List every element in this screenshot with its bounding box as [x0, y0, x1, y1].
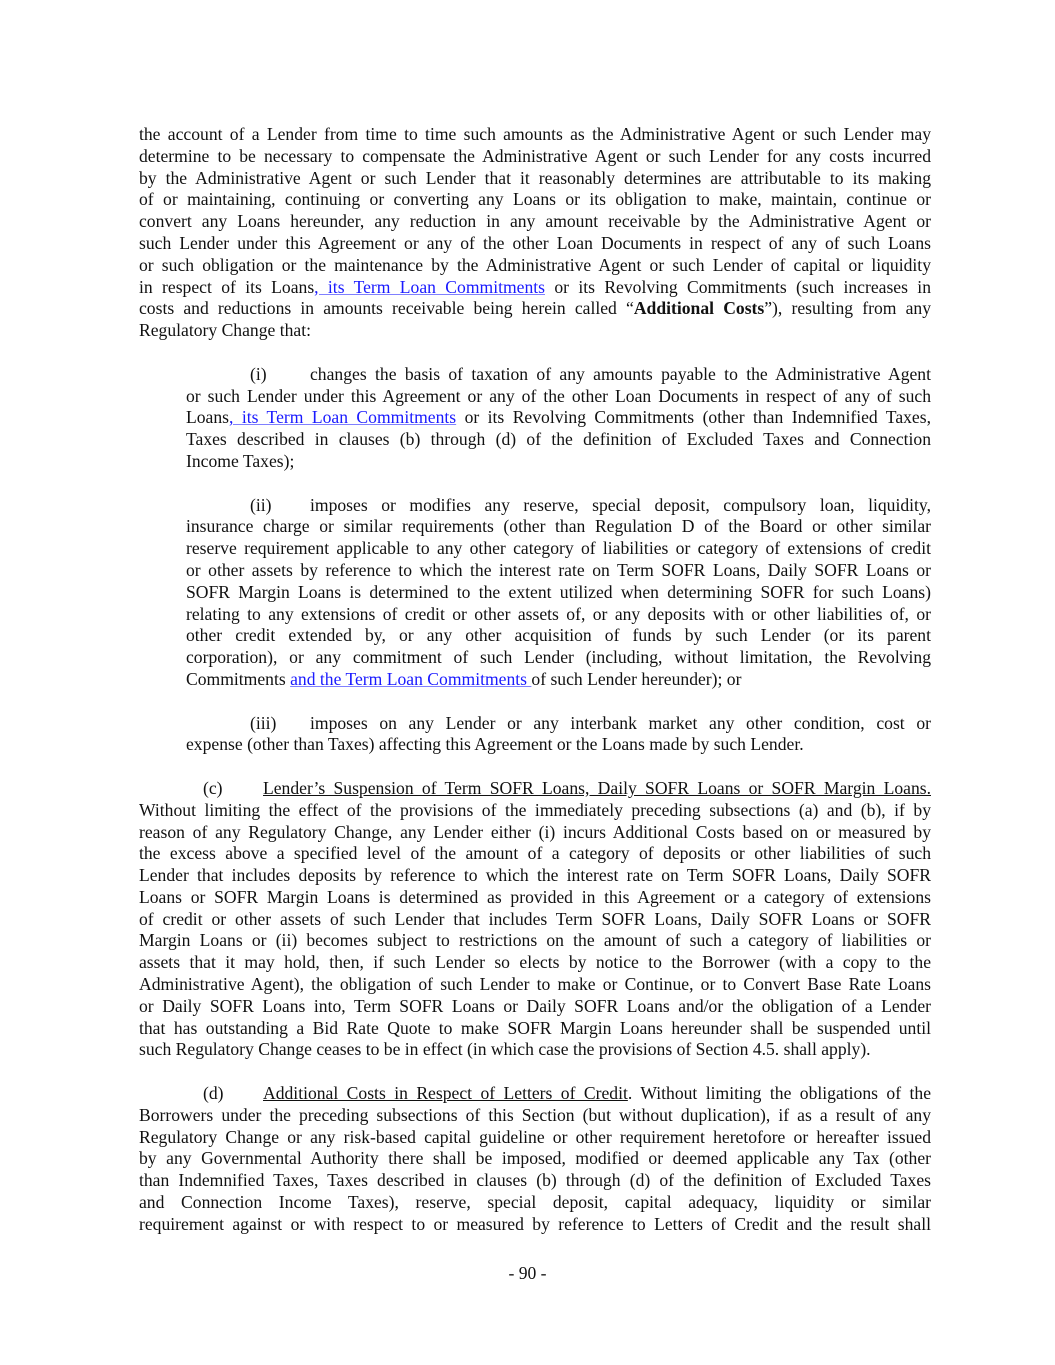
text-run: of or maintaining, continuing or converting any Loans or its obligation to make, maintain, continue or	[139, 189, 931, 210]
text-run: that has outstanding a Bid Rate Quote to make SOFR Margin Loans hereunder shall be suspended until	[139, 1017, 931, 1038]
text-run: costs and reductions in amounts receivable being herein called “	[139, 298, 634, 319]
text-run: in respect of its Loans	[139, 276, 315, 297]
paragraph	[139, 124, 931, 342]
text-run: requirement against or with respect to or measured by reference to Letters of Credit and the result shall	[139, 1213, 931, 1234]
text-line	[139, 255, 931, 277]
text-run: Commitments	[186, 668, 291, 689]
text-run: imposes or modifies any reserve, special deposit, compulsory loan, liquidity,	[310, 494, 931, 515]
clause-iii	[186, 713, 931, 757]
text-run: Lender that includes deposits by reference to which the interest rate on Term SOFR Loans, Daily SOFR	[139, 865, 931, 886]
text-line	[139, 277, 931, 299]
text-line	[139, 168, 931, 190]
text-run: or such obligation or the maintenance by the Administrative Agent or such Lender of capital or liquidity	[139, 254, 931, 275]
text-run: determine to be necessary to compensate the Administrative Agent or such Lender for any costs incurred	[139, 145, 931, 166]
clause-number: (iii)	[250, 712, 277, 733]
text-line	[186, 647, 931, 669]
text-run: the account of a Lender from time to time such amounts as the Administrative Agent or such Lender may	[139, 124, 931, 144]
text-run: such Regulatory Change ceases to be in effect (in which case the provisions of Section 4.5. shall apply).	[139, 1039, 871, 1060]
text-line	[186, 734, 931, 756]
text-line	[139, 1018, 931, 1040]
text-line	[186, 582, 931, 604]
text-run: Income Taxes);	[186, 450, 295, 471]
text-run: Borrowers under the preceding subsections of this Section (but without duplication), if as a result of any	[139, 1104, 931, 1125]
text-line	[186, 669, 931, 691]
text-line	[186, 364, 931, 386]
text-line	[186, 516, 931, 538]
text-line	[186, 538, 931, 560]
text-line	[139, 320, 931, 342]
text-run: or such Lender under this Agreement or any of the other Loan Documents in respect of any of such	[186, 385, 931, 406]
text-line	[139, 1148, 931, 1170]
text-run: or Daily SOFR Loans into, Term SOFR Loans or Daily SOFR Loans and/or the obligation of a Lender	[139, 995, 931, 1016]
text-run: Regulatory Change or any risk-based capital guideline or other requirement heretofore or hereafter issued	[139, 1126, 931, 1147]
text-run: Taxes described in clauses (b) through (d) of the definition of Excluded Taxes and Connection	[186, 429, 931, 450]
text-line	[139, 1170, 931, 1192]
text-line	[139, 146, 931, 168]
text-run: Administrative Agent), the obligation of such Lender to make or Continue, or to Convert Base Rate Loans	[139, 974, 931, 995]
text-line	[139, 298, 931, 320]
text-line	[186, 386, 931, 408]
text-run: or its Revolving Commitments (such increases in	[545, 276, 931, 297]
text-line	[139, 1214, 931, 1236]
cross-reference-link[interactable]: , its Term Loan Commitments	[314, 276, 545, 297]
clause-c	[139, 778, 931, 1061]
text-run: convert any Loans hereunder, any reduction in any amount receivable by the Administrative Agent or	[139, 211, 931, 232]
text-run: assets that it may hold, then, if such Lender so elects by notice to the Borrower (with a copy to the	[139, 952, 931, 973]
cross-reference-link[interactable]: and the Term Loan Commitments	[290, 668, 532, 689]
text-run: or other assets by reference to which the interest rate on Term SOFR Loans, Daily SOFR Loans or	[186, 559, 931, 580]
text-line	[139, 865, 931, 887]
cross-reference-link[interactable]: , its Term Loan Commitments	[229, 407, 457, 428]
text-line	[186, 407, 931, 429]
text-run: reason of any Regulatory Change, any Lender either (i) incurs Additional Costs based on or measured by	[139, 821, 931, 842]
text-line	[139, 930, 931, 952]
text-line	[186, 604, 931, 626]
text-line	[139, 233, 931, 255]
section-heading: Additional Costs in Respect of Letters of Credit	[263, 1083, 628, 1104]
section-heading: Lender’s Suspension of Term SOFR Loans, Daily SOFR Loans or SOFR Margin Loans.	[263, 777, 931, 798]
text-line	[139, 1105, 931, 1127]
text-line	[139, 778, 931, 800]
text-run: than Indemnified Taxes, Taxes described in clauses (b) through (d) of the definition of Excluded Taxes	[139, 1170, 931, 1191]
clause-i	[186, 364, 931, 473]
text-run: . Without limiting the obligations of the	[627, 1083, 932, 1104]
text-line	[139, 909, 931, 931]
text-run: changes the basis of taxation of any amounts payable to the Administrative Agent	[310, 363, 931, 384]
text-line	[186, 713, 931, 735]
text-run: expense (other than Taxes) affecting this Agreement or the Loans made by such Lender.	[186, 734, 804, 755]
text-run: such Lender under this Agreement or any of the other Loan Documents in respect of any of such Loans	[139, 232, 931, 253]
text-line	[139, 974, 931, 996]
document-body	[139, 124, 931, 1257]
text-run: Loans or SOFR Margin Loans is determined as provided in this Agreement or a category of extensions	[139, 886, 931, 907]
text-line	[139, 952, 931, 974]
text-line	[186, 429, 931, 451]
text-run: of such Lender hereunder); or	[531, 668, 742, 689]
text-line	[139, 800, 931, 822]
text-run: Margin Loans or (ii) becomes subject to restrictions on the amount of such a category of liabilities or	[139, 930, 931, 951]
text-line	[139, 843, 931, 865]
text-line	[139, 996, 931, 1018]
text-run: or its Revolving Commitments (other than Indemnified Taxes,	[456, 407, 931, 428]
text-run: corporation), or any commitment of such Lender (including, without limitation, the Revolving	[186, 647, 931, 668]
text-run: SOFR Margin Loans is determined to the extent utilized when determining SOFR for such Loans)	[186, 581, 931, 602]
text-line	[139, 1039, 931, 1061]
clause-d	[139, 1083, 931, 1236]
clause-ii	[186, 495, 931, 691]
text-run: imposes on any Lender or any interbank market any other condition, cost or	[310, 712, 931, 733]
text-run: Without limiting the effect of the provisions of the immediately preceding subsections (a) and (b), if by	[139, 799, 931, 820]
text-run: insurance charge or similar requirements (other than Regulation D of the Board or other similar	[186, 516, 931, 537]
text-run: Regulatory Change that:	[139, 320, 311, 341]
text-line	[186, 560, 931, 582]
text-line	[139, 1127, 931, 1149]
text-line	[139, 211, 931, 233]
text-line	[139, 887, 931, 909]
text-run: by the Administrative Agent or such Lender that it reasonably determines are attributable to its making	[139, 167, 931, 188]
text-line	[139, 822, 931, 844]
text-line	[139, 1083, 931, 1105]
text-line	[186, 495, 931, 517]
text-line	[139, 124, 931, 146]
page-number: - 90 -	[508, 1263, 547, 1283]
text-run: reserve requirement applicable to any other category of liabilities or category of extensions of credit	[186, 538, 931, 559]
text-run: the excess above a specified level of the amount of a category of deposits or other liabilities of such	[139, 843, 931, 864]
text-run: by any Governmental Authority there shall be imposed, modified or deemed applicable any Tax (other	[139, 1148, 931, 1169]
text-run: of credit or other assets of such Lender that includes Term SOFR Loans, Daily SOFR Loans or SOFR	[139, 908, 931, 929]
text-line	[186, 625, 931, 647]
text-run: ”), resulting from any	[764, 298, 931, 319]
text-run: and Connection Income Taxes), reserve, special deposit, capital adequacy, liquidity or similar	[139, 1192, 931, 1213]
clause-number: (i)	[250, 363, 267, 384]
text-run: relating to any extensions of credit or other assets of, or any deposits with or other liabilities of, or	[186, 603, 931, 624]
clause-number: (d)	[203, 1083, 224, 1104]
clause-number: (ii)	[250, 494, 272, 515]
text-line	[139, 189, 931, 211]
clause-number: (c)	[203, 777, 223, 798]
text-run: Loans	[186, 407, 229, 428]
text-run: other credit extended by, or any other acquisition of funds by such Lender (or its parent	[186, 625, 931, 646]
text-line	[186, 451, 931, 473]
text-line	[139, 1192, 931, 1214]
defined-term: Additional Costs	[633, 298, 765, 319]
